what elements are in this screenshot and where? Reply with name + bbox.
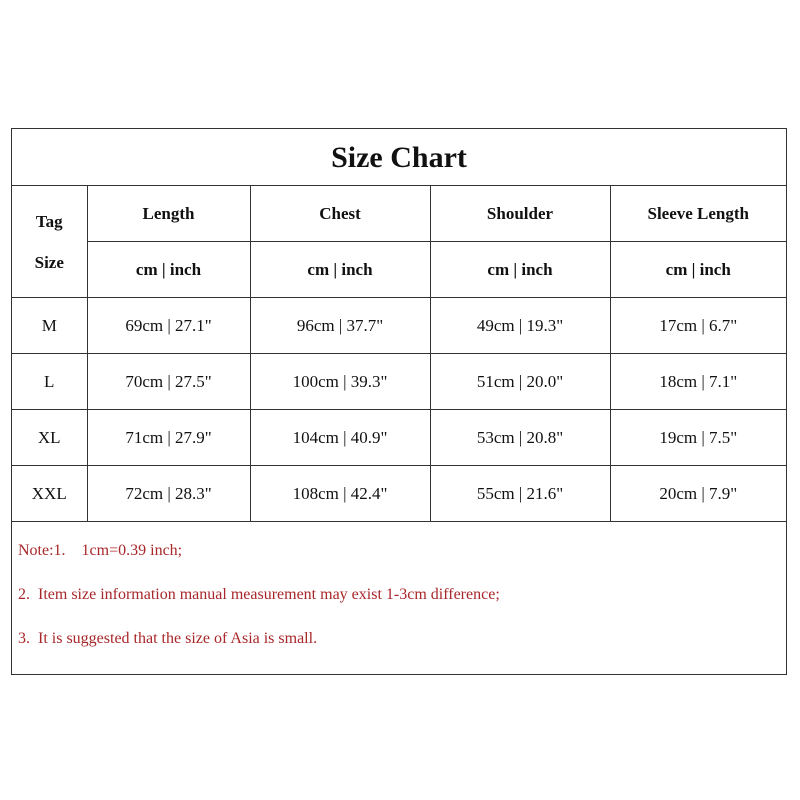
length-cell: 69cm | 27.1" xyxy=(87,298,250,354)
shoulder-cell: 49cm | 19.3" xyxy=(430,298,610,354)
note-3: 3. It is suggested that the size of Asia is small. xyxy=(18,630,318,647)
unit-row xyxy=(12,242,786,298)
chest-cell: 96cm | 37.7" xyxy=(250,298,430,354)
note-2: 2. Item size information manual measurement may exist 1-3cm difference; xyxy=(18,586,500,603)
table-row xyxy=(12,354,786,410)
sleeve-length-cell: 18cm | 7.1" xyxy=(610,354,786,410)
length-cell: 71cm | 27.9" xyxy=(87,410,250,466)
shoulder-cell: 53cm | 20.8" xyxy=(430,410,610,466)
size-table xyxy=(12,185,786,522)
size-cell: L xyxy=(12,354,87,410)
unit-chest: cm | inch xyxy=(250,242,430,298)
note-1: Note:1. 1cm=0.39 inch; xyxy=(18,542,183,559)
table-row xyxy=(12,410,786,466)
tag-size-header xyxy=(12,186,87,298)
column-header-length: Length xyxy=(87,186,250,242)
length-cell: 70cm | 27.5" xyxy=(87,354,250,410)
sleeve-length-cell: 20cm | 7.9" xyxy=(610,466,786,522)
tag-label: Tag xyxy=(35,211,63,231)
column-header-chest: Chest xyxy=(250,186,430,242)
shoulder-cell: 51cm | 20.0" xyxy=(430,354,610,410)
column-header-shoulder: Shoulder xyxy=(430,186,610,242)
unit-sleeve-length: cm | inch xyxy=(610,242,786,298)
sleeve-length-cell: 19cm | 7.5" xyxy=(610,410,786,466)
column-header-sleeve-length: Sleeve Length xyxy=(610,186,786,242)
header-row xyxy=(12,186,786,242)
size-label: Size xyxy=(34,252,64,272)
chest-cell: 108cm | 42.4" xyxy=(250,466,430,522)
size-cell: XL xyxy=(12,410,87,466)
chest-cell: 104cm | 40.9" xyxy=(250,410,430,466)
size-chart xyxy=(11,128,787,675)
size-cell: XXL xyxy=(12,466,87,522)
length-cell: 72cm | 28.3" xyxy=(87,466,250,522)
table-row xyxy=(12,298,786,354)
size-cell: M xyxy=(12,298,87,354)
chest-cell: 100cm | 39.3" xyxy=(250,354,430,410)
shoulder-cell: 55cm | 21.6" xyxy=(430,466,610,522)
table-row xyxy=(12,466,786,522)
sleeve-length-cell: 17cm | 6.7" xyxy=(610,298,786,354)
chart-title: Size Chart xyxy=(12,129,786,186)
unit-length: cm | inch xyxy=(87,242,250,298)
unit-shoulder: cm | inch xyxy=(430,242,610,298)
